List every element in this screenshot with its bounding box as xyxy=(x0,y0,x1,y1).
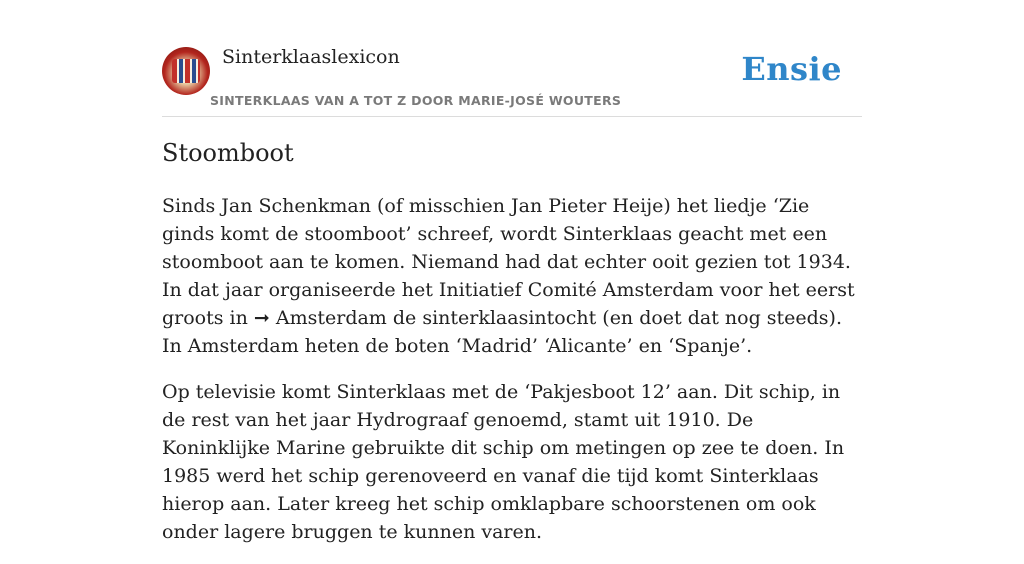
lexicon-title[interactable]: Sinterklaaslexicon xyxy=(222,46,400,68)
article-body xyxy=(162,192,867,564)
avatar-image xyxy=(172,59,200,83)
article-title: Stoomboot xyxy=(162,139,294,167)
paragraph-1 xyxy=(162,192,867,360)
page-container xyxy=(162,0,862,543)
lexicon-avatar[interactable] xyxy=(162,47,210,95)
site-header xyxy=(162,0,862,117)
paragraph-1-text-before: Sinds Jan Schenkman (of misschien Jan Pieter Heije) het liedje ‘Zie ginds komt de stoomboot’ schreef, wordt Sinterklaas geacht met een stoomboot aan te komen. Niemand had dat echter ooit gezien tot 1934. In dat jaar organiseerde het Initiatief Comité Amsterdam voor het eerst groots in xyxy=(162,195,855,329)
ensie-logo[interactable]: Ensie xyxy=(741,50,842,88)
paragraph-1-text-after: de sinterklaasintocht (en doet dat nog steeds). In Amsterdam heten de boten ‘Madrid’ ‘Alicante’ en ‘Spanje’. xyxy=(162,307,843,357)
amsterdam-link[interactable]: ➞ Amsterdam xyxy=(253,307,387,329)
lexicon-subtitle: SINTERKLAAS VAN A TOT Z DOOR MARIE-JOSÉ WOUTERS xyxy=(210,93,622,108)
paragraph-2: Op televisie komt Sinterklaas met de ‘Pakjesboot 12’ aan. Dit schip, in de rest van het jaar Hydrograaf genoemd, stamt uit 1910. De Koninklijke Marine gebruikte dit schip om metingen op zee te doen. In 1985 werd het schip gerenoveerd en vanaf die tijd komt Sinterklaas hierop aan. Later kreeg het schip omklapbare schoorstenen om ook onder lagere bruggen te kunnen varen. xyxy=(162,381,845,543)
